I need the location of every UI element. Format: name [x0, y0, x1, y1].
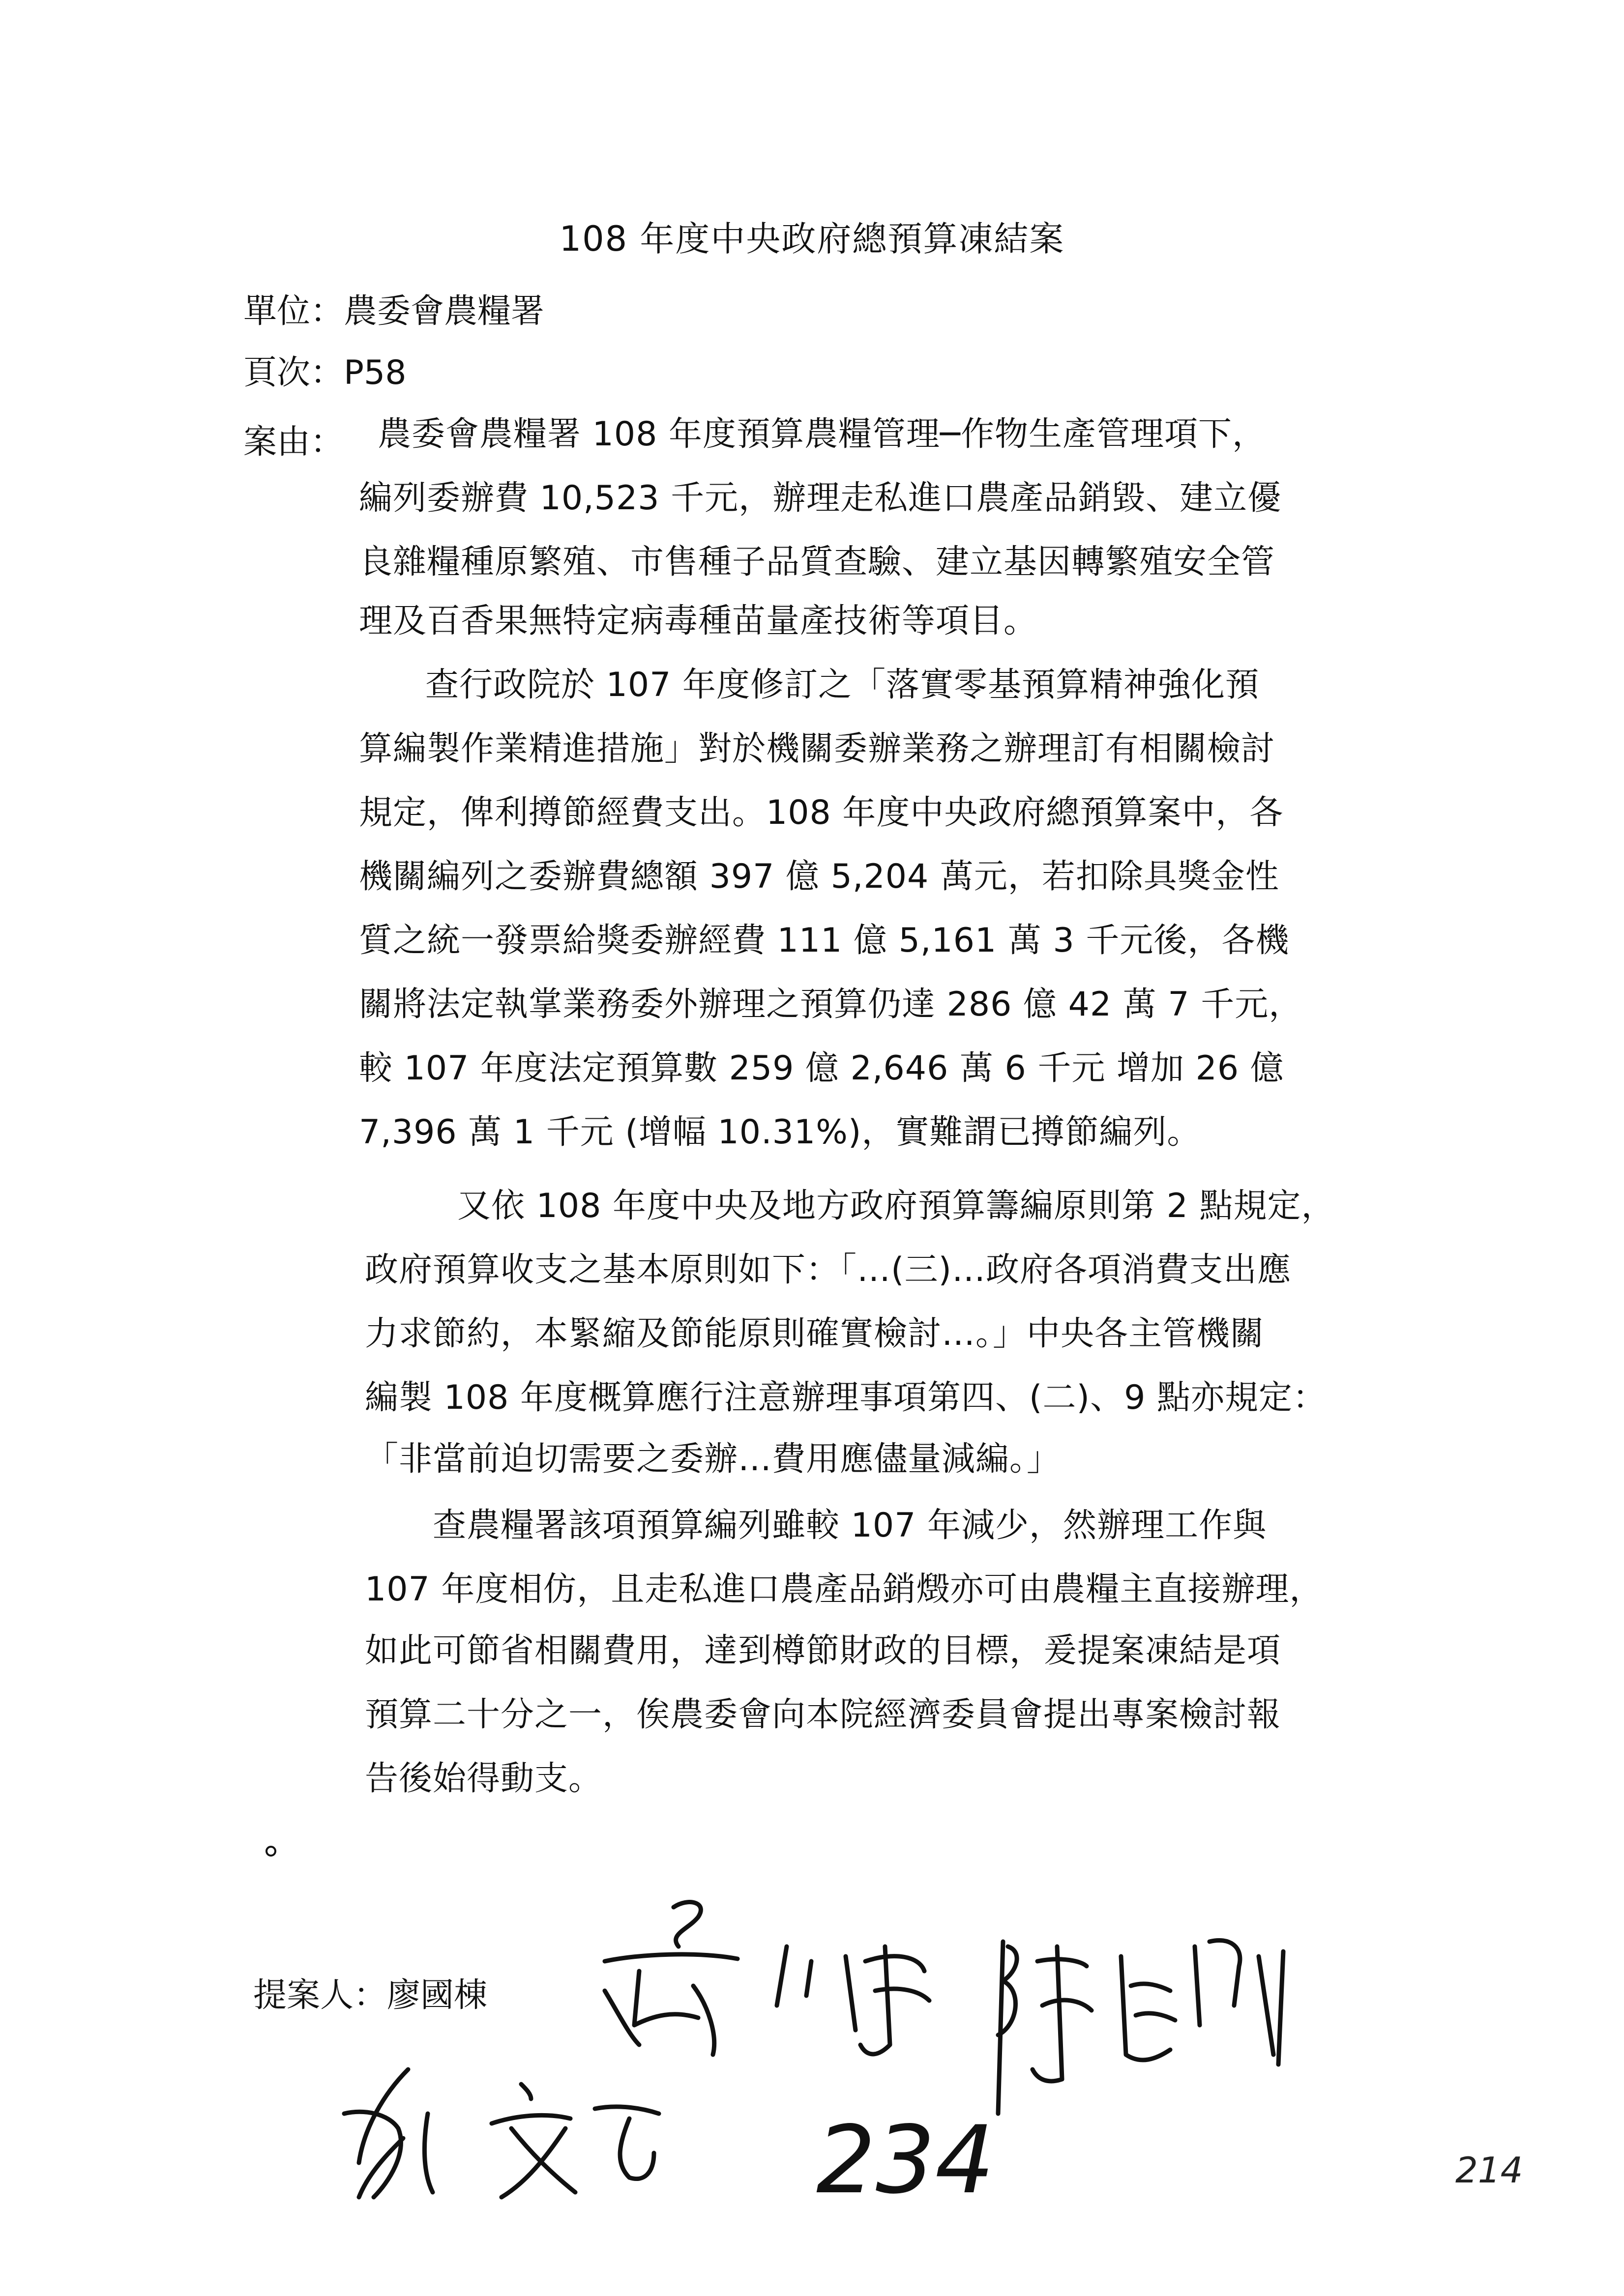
reason-label: 案由：	[243, 423, 344, 462]
handwritten-number-main: 234	[816, 2106, 995, 2214]
handwritten-number-corner: 214	[1455, 2150, 1523, 2191]
paragraph-2-line-7: 較 107 年度法定預算數 259 億 2,646 萬 6 千元 增加 26 億	[359, 1049, 1284, 1088]
unit-line: 單位：農委會農糧署	[243, 292, 545, 331]
proposer-line: 提案人：廖國棟	[253, 1976, 488, 2015]
paragraph-1-line-4: 理及百香果無特定病毒種苗量產技術等項目。	[359, 602, 1038, 640]
paragraph-3-line-5: 「非當前迫切需要之委辦…費用應儘量減編。」	[365, 1440, 1061, 1479]
paragraph-4-line-1: 查農糧署該項預算編列雖較 107 年減少，然辦理工作與	[433, 1506, 1267, 1545]
paragraph-2-line-2: 算編製作業精進措施」對於機關委辦業務之辦理訂有相關檢討	[359, 729, 1275, 768]
paragraph-4-line-4: 預算二十分之一，俟農委會向本院經濟委員會提出專案檢討報	[365, 1695, 1281, 1734]
paragraph-1-line-1: 農委會農糧署 108 年度預算農糧管理─作物生產管理項下，	[378, 415, 1266, 454]
paragraph-1-line-2: 編列委辦費 10,523 千元，辦理走私進口農產品銷毀、建立優	[359, 479, 1282, 518]
paragraph-3-line-1: 又依 108 年度中央及地方政府預算籌編原則第 2 點規定，	[457, 1187, 1335, 1225]
paragraph-2-line-8: 7,396 萬 1 千元 (增幅 10.31%)，實難謂已撙節編列。	[359, 1113, 1201, 1152]
document-title: 108 年度中央政府總預算凍結案	[559, 219, 1065, 259]
paragraph-4-line-3: 如此可節省相關費用，達到樽節財政的目標，爰提案凍結是項	[365, 1631, 1281, 1670]
paragraph-3-line-3: 力求節約，本緊縮及節能原則確實檢討…。」中央各主管機關	[365, 1314, 1265, 1353]
paragraph-2-line-3: 規定，俾利撙節經費支出。108 年度中央政府總預算案中，各	[359, 793, 1284, 832]
paragraph-2-line-1: 查行政院於 107 年度修訂之「落實零基預算精神強化預	[425, 666, 1260, 704]
paragraph-1-line-3: 良雜糧種原繁殖、市售種子品質查驗、建立基因轉繁殖安全管	[359, 543, 1275, 581]
paragraph-4-line-5: 告後始得動支。	[365, 1759, 603, 1798]
page-ref-line: 頁次：P58	[243, 353, 407, 392]
paragraph-3-line-2: 政府預算收支之基本原則如下：「…(三)…政府各項消費支出應	[365, 1250, 1292, 1289]
paragraph-2-line-4: 機關編列之委辦費總額 397 億 5,204 萬元，若扣除具獎金性	[359, 857, 1279, 896]
paragraph-2-line-5: 質之統一發票給獎委辦經費 111 億 5,161 萬 3 千元後，各機	[359, 921, 1290, 960]
paragraph-3-line-4: 編製 108 年度概算應行注意辦理事項第四、(二)、9 點亦規定：	[365, 1378, 1327, 1417]
paragraph-2-line-6: 關將法定執掌業務委外辦理之預算仍達 286 億 42 萬 7 千元，	[359, 985, 1303, 1024]
paragraph-4-line-2: 107 年度相仿，且走私進口農產品銷燬亦可由農糧主直接辦理，	[365, 1570, 1324, 1609]
